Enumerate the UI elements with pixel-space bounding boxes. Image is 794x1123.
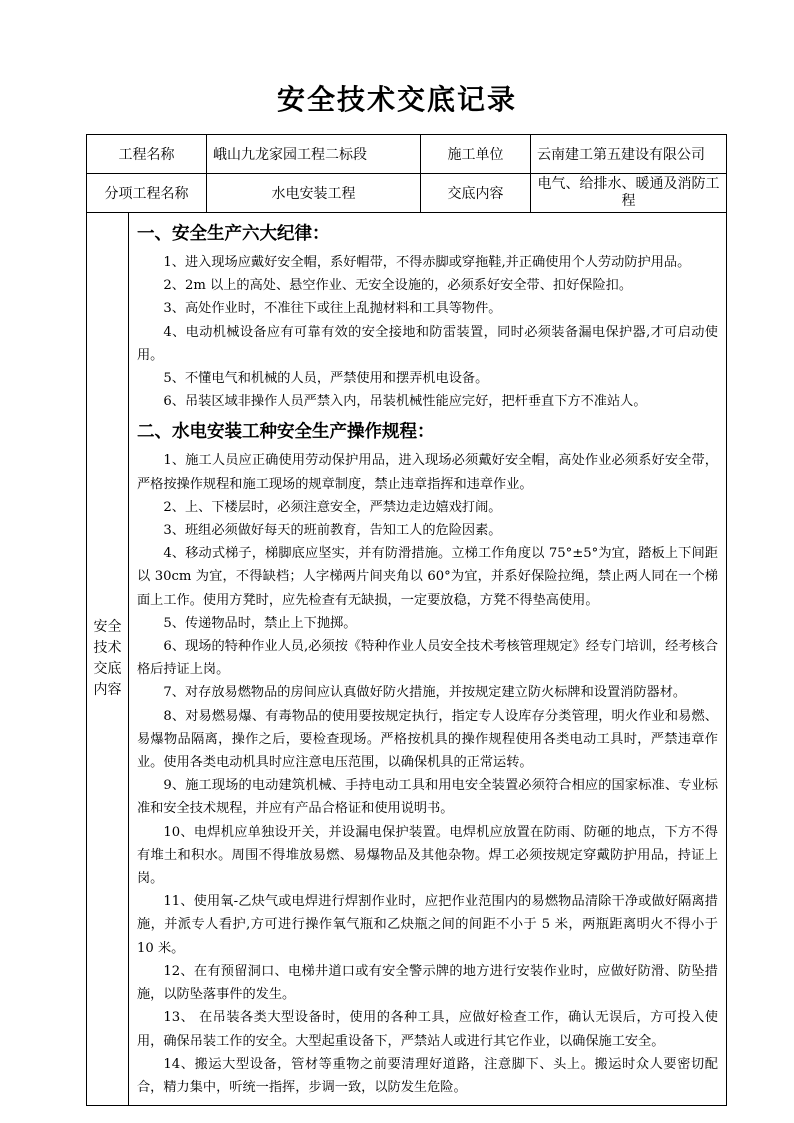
content-row <box>87 213 727 1106</box>
section1-item: 5、不懂电气和机械的人员，严禁使用和摆弄机电设备。 <box>163 371 489 387</box>
section2-item: 5、传递物品时，禁止上下抛掷。 <box>163 615 357 631</box>
section1-item: 3、高处作业时，不准往下或往上乱抛材料和工具等物件。 <box>163 301 502 317</box>
section2-item: 3、班组必须做好每天的班前教育，告知工人的危险因素。 <box>163 523 502 539</box>
side-label-line: 技术 <box>93 640 122 657</box>
section2-item: 12、在有预留洞口、电梯井道口或有安全警示牌的地方进行安装作业时，应做好防滑、防坠措施，以防坠落事件的发生。 <box>137 963 718 1003</box>
header-row-1 <box>87 135 727 174</box>
section1-item: 4、电动机械设备应有可靠有效的安全接地和防雷装置，同时必须装备漏电保护器,才可启动使用。 <box>137 324 718 363</box>
sub-project-value: 水电安装工程 <box>207 174 421 213</box>
project-name-value: 峨山九龙家园工程二标段 <box>207 135 421 174</box>
disclosure-content <box>129 213 727 1106</box>
section2-item: 10、电焊机应单独设开关，并设漏电保护装置。电焊机应放置在防雨、防砸的地点，下方不得有堆土和积水。周围不得堆放易燃、易爆物品及其他杂物。焊工必须按规定穿戴防护用品，持证上岗。 <box>137 824 718 887</box>
header-row-2 <box>87 174 727 213</box>
contractor-value: 云南建工第五建设有限公司 <box>531 135 727 174</box>
side-label-line: 交底 <box>93 661 122 678</box>
disclosure-table <box>86 134 727 1106</box>
section2-item: 13、 在吊装各类大型设备时，使用的各种工具，应做好检查工作，确认无误后，方可投入使用，确保吊装工作的安全。大型起重设备下，严禁站人或进行其它作业，以确保施工安全。 <box>137 1010 718 1049</box>
section2-item: 8、对易燃易爆、有毒物品的使用要按规定执行，指定专人设库存分类管理，明火作业和易燃、易爆物品隔离，操作之后，要检查现场。严格按机具的操作规程使用各类电动工具时，严禁违章作业。使用各类电动机具时应注意电压范围，以确保机具的正常运转。 <box>137 708 718 771</box>
section2-item: 4、移动式梯子，梯脚底应坚实，并有防滑措施。立梯工作角度以 75°±5°为宜，踏板上下间距以 30cm 为宜，不得缺档；人字梯两片间夹角以 60°为宜，并系好保险拉绳，禁止两人同在一个梯面上工作。使用方凳时，应先检查有无缺损，一定要放稳，方凳不得垫高使用。 <box>137 546 718 608</box>
side-label-line: 安全 <box>93 619 122 636</box>
section2-item: 2、上、下楼层时，必须注意安全，严禁边走边嬉戏打闹。 <box>163 499 502 515</box>
section2-item: 6、现场的特种作业人员,必须按《特种作业人员安全技术考核管理规定》经专门培训，经考核合格后持证上岗。 <box>137 639 718 678</box>
section2-item: 9、施工现场的电动建筑机械、手持电动工具和用电安全装置必须符合相应的国家标准、专业标准和安全技术规程，并应有产品合格证和使用说明书。 <box>137 778 718 817</box>
section2-item: 7、对存放易燃物品的房间应认真做好防火措施，并按规定建立防火标牌和设置消防器材。 <box>163 685 687 701</box>
sub-project-label: 分项工程名称 <box>87 174 207 213</box>
section1-item: 6、吊装区域非操作人员严禁入内，吊装机械性能应完好，把杆垂直下方不准站人。 <box>163 394 647 410</box>
section2-heading: 二、水电安装工种安全生产操作规程： <box>137 422 435 443</box>
section2-item: 11、使用氧-乙炔气或电焊进行焊割作业时，应把作业范围内的易燃物品清除干净或做好隔离措施，并派专人看护,方可进行操作氧气瓶和乙炔瓶之间的间距不小于 5 米，两瓶距离明火不得小于 10 米。 <box>137 894 718 956</box>
section1-heading: 一、安全生产六大纪律： <box>137 224 330 244</box>
project-name-label: 工程名称 <box>87 135 207 174</box>
section1-item: 2、2m 以上的高处、悬空作业、无安全设施的，必须系好安全带、扣好保险扣。 <box>163 278 633 294</box>
section2-item: 14、搬运大型设备，管材等重物之前要清理好道路，注意脚下、头上。搬运时众人要密切配合，精力集中，听统一指挥，步调一致，以防发生危险。 <box>137 1056 718 1095</box>
content-label: 交底内容 <box>421 174 531 213</box>
side-label <box>87 213 129 1106</box>
document-title: 安全技术交底记录 <box>276 83 517 116</box>
contractor-label: 施工单位 <box>421 135 531 174</box>
side-label-line: 内容 <box>93 682 122 699</box>
section1-item: 1、进入现场应戴好安全帽，系好帽带，不得赤脚或穿拖鞋,并正确使用个人劳动防护用品。 <box>163 255 691 270</box>
content-value: 电气、给排水、暖通及消防工程 <box>531 174 727 213</box>
section2-item: 1、施工人员应正确使用劳动保护用品，进入现场必须戴好安全帽，高处作业必须系好安全带，严格按操作规程和施工现场的规章制度，禁止违章指挥和违章作业。 <box>137 453 718 492</box>
